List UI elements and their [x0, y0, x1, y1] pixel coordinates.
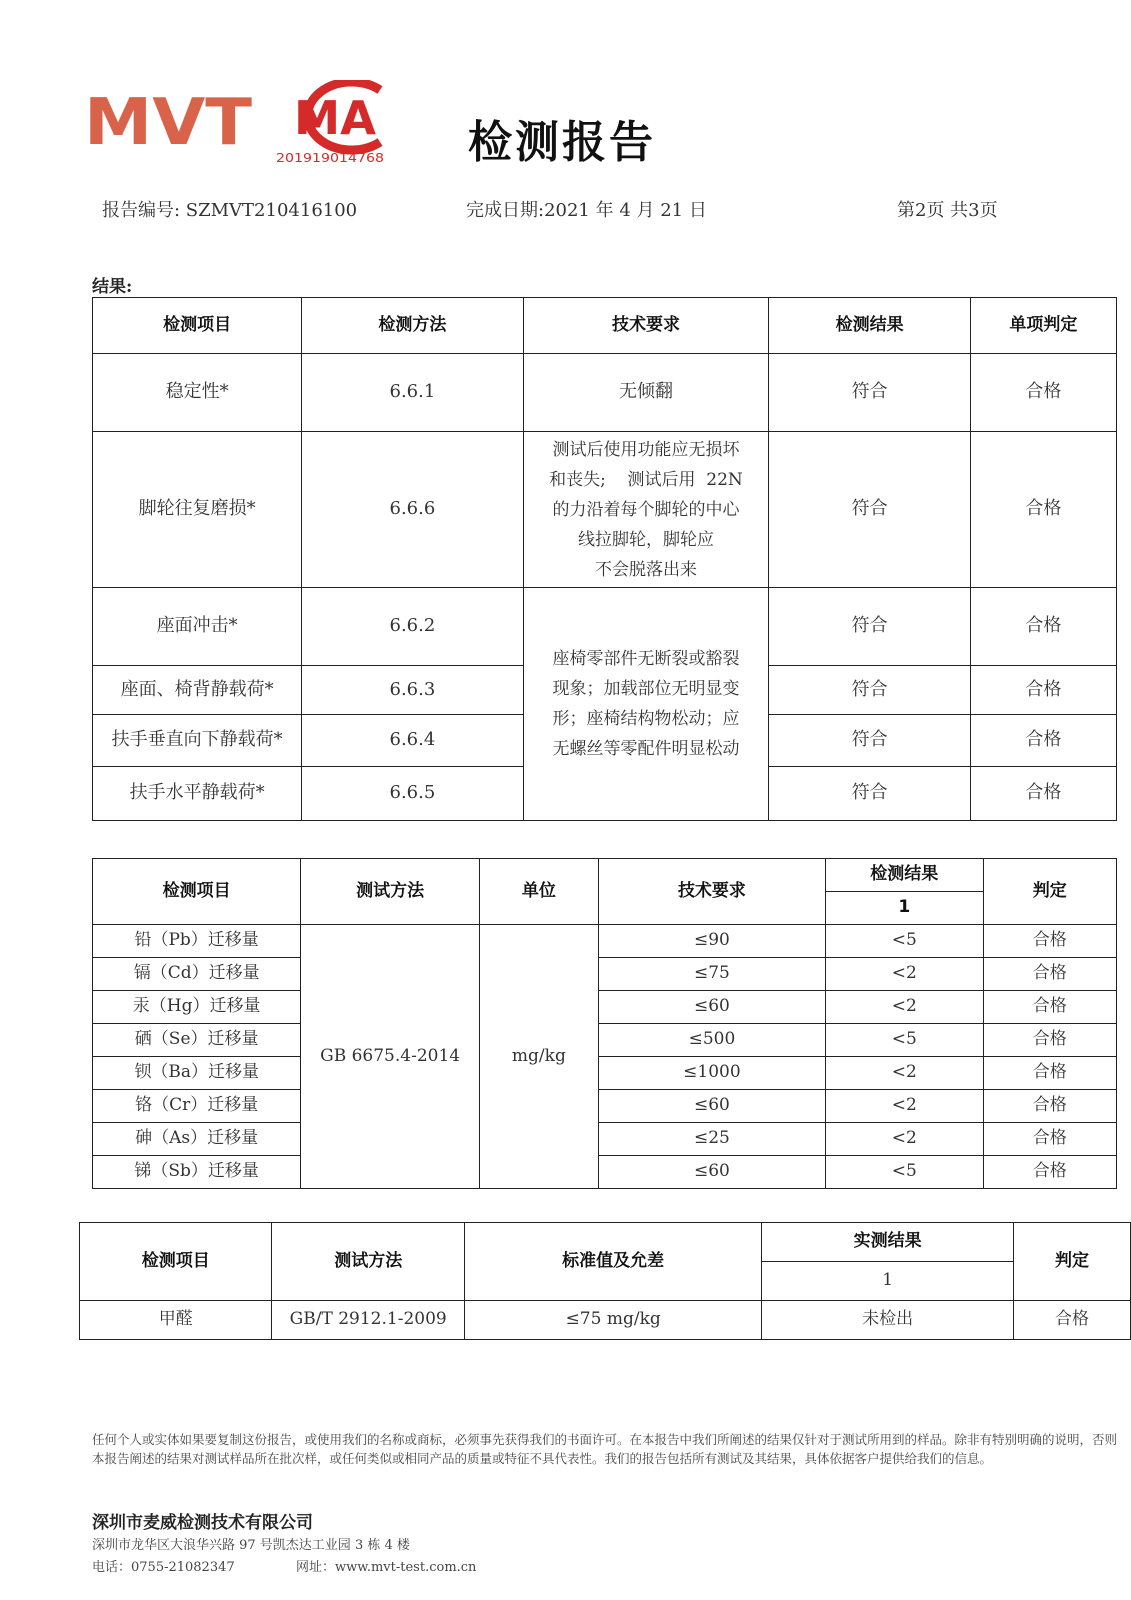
- table-row: [93, 958, 1117, 991]
- test-result: <5: [825, 1156, 983, 1189]
- disclaimer-text: 任何个人或实体如果要复制这份报告，或使用我们的名称或商标，必须事先获得我们的书面许可。在本报告中我们所阐述的结果仅针对于测试所用到的样品。除非有特别明确的说明，否则本报告阐述的结果对测试样品所在批次样，或任何类似或相同产品的质量或特征不具代表性。我们的报告包括所有测试及其结果，具体依据客户提供给我们的信息。: [92, 1432, 1118, 1466]
- header-item: 检测项目: [93, 859, 301, 925]
- requirement-line: 的力沿着每个脚轮的中心: [552, 499, 740, 520]
- verdict: 合格: [983, 991, 1116, 1024]
- requirement-line: 线拉脚轮，脚轮应: [577, 529, 714, 550]
- cma-logo-text: MA: [294, 91, 377, 145]
- company-website: 网址：www.mvt-test.com.cn: [296, 1560, 477, 1575]
- test-method: 6.6.5: [302, 767, 523, 821]
- test-result: <5: [825, 1024, 983, 1057]
- verdict: 合格: [970, 432, 1116, 588]
- verdict: 合格: [983, 1024, 1116, 1057]
- mvt-logo-text: MVT: [84, 92, 253, 152]
- table-row: [93, 1123, 1117, 1156]
- table-row: [93, 1090, 1117, 1123]
- test-method: 6.6.4: [302, 715, 523, 767]
- page-title: 检测报告: [468, 117, 656, 168]
- section-label: 结果:: [92, 277, 133, 297]
- verdict: 合格: [983, 958, 1116, 991]
- test-method: GB 6675.4-2014: [301, 925, 480, 1189]
- test-item: 镉（Cd）迁移量: [93, 958, 301, 991]
- test-item: 座面、椅背静载荷*: [93, 666, 302, 715]
- requirement: [523, 432, 769, 588]
- requirement: ≤60: [598, 1156, 825, 1189]
- header-verdict: 判定: [1013, 1223, 1130, 1301]
- test-item: 铅（Pb）迁移量: [93, 925, 301, 958]
- table-row: [93, 588, 1117, 666]
- table-row: [93, 354, 1117, 432]
- header-method: 检测方法: [302, 298, 523, 354]
- test-result: 符合: [769, 666, 970, 715]
- requirement-line: 无螺丝等零配件明显松动: [552, 739, 740, 759]
- header-result: 检测结果: [769, 298, 970, 354]
- test-item: 稳定性*: [93, 354, 302, 432]
- test-item: 硒（Se）迁移量: [93, 1024, 301, 1057]
- test-item: 铬（Cr）迁移量: [93, 1090, 301, 1123]
- requirement: ≤90: [598, 925, 825, 958]
- test-result: <2: [825, 1123, 983, 1156]
- verdict: 合格: [983, 1057, 1116, 1090]
- company-phone: 电话：0755-21082347: [92, 1560, 235, 1575]
- header-item: 检测项目: [80, 1223, 272, 1301]
- cma-number: 201919014768: [276, 150, 385, 164]
- header-result: 检测结果: [825, 859, 983, 892]
- test-method: 6.6.1: [302, 354, 523, 432]
- test-result: <2: [825, 958, 983, 991]
- verdict: 合格: [983, 1156, 1116, 1189]
- requirement: 无倾翻: [523, 354, 769, 432]
- table-row: [93, 991, 1117, 1024]
- requirement-merged: [523, 588, 769, 821]
- header-requirement: 技术要求: [598, 859, 825, 925]
- requirement-line: 测试后使用功能应无损坏: [552, 439, 740, 460]
- requirement: ≤60: [598, 1090, 825, 1123]
- page-indicator: 第2页 共3页: [897, 200, 998, 221]
- test-item: 座面冲击*: [93, 588, 302, 666]
- requirement: ≤500: [598, 1024, 825, 1057]
- test-result: <2: [825, 1057, 983, 1090]
- cma-logo: [276, 80, 392, 164]
- company-address: 深圳市龙华区大浪华兴路 97 号凯杰达工业园 3 栋 4 楼: [92, 1538, 410, 1553]
- verdict: 合格: [970, 588, 1116, 666]
- standard-value: ≤75 mg/kg: [464, 1301, 761, 1340]
- unit: mg/kg: [479, 925, 598, 1189]
- test-item: 锑（Sb）迁移量: [93, 1156, 301, 1189]
- table-row: [93, 432, 1117, 588]
- test-method: 6.6.3: [302, 666, 523, 715]
- test-result: 未检出: [762, 1301, 1014, 1340]
- verdict: 合格: [983, 1090, 1116, 1123]
- verdict: 合格: [970, 354, 1116, 432]
- heavy-metal-migration-table: [92, 858, 1117, 1189]
- requirement: ≤1000: [598, 1057, 825, 1090]
- header-item: 检测项目: [93, 298, 302, 354]
- test-item: 汞（Hg）迁移量: [93, 991, 301, 1024]
- requirement-line: 座椅零部件无断裂或豁裂: [552, 649, 740, 669]
- header-verdict: 判定: [983, 859, 1116, 925]
- test-method: 6.6.2: [302, 588, 523, 666]
- table-row: [93, 1156, 1117, 1189]
- formaldehyde-table: [79, 1222, 1131, 1340]
- requirement-line: 和丧失; 测试后用 22N: [549, 469, 743, 490]
- test-item: 砷（As）迁移量: [93, 1123, 301, 1156]
- requirement: ≤25: [598, 1123, 825, 1156]
- verdict: 合格: [983, 925, 1116, 958]
- header-unit: 单位: [479, 859, 598, 925]
- table-row: [93, 925, 1117, 958]
- header-result-sample: 1: [825, 892, 983, 925]
- requirement: ≤75: [598, 958, 825, 991]
- verdict: 合格: [970, 767, 1116, 821]
- test-result: 符合: [769, 767, 970, 821]
- test-method: GB/T 2912.1-2009: [272, 1301, 464, 1340]
- requirement-line: 现象；加载部位无明显变: [552, 679, 740, 699]
- test-item: 钡（Ba）迁移量: [93, 1057, 301, 1090]
- header-requirement: 技术要求: [523, 298, 769, 354]
- table-row: [93, 1057, 1117, 1090]
- test-result: <2: [825, 1090, 983, 1123]
- table-row: [93, 1024, 1117, 1057]
- header-standard: 标准值及允差: [464, 1223, 761, 1301]
- test-item: 扶手水平静载荷*: [93, 767, 302, 821]
- header-method: 测试方法: [272, 1223, 464, 1301]
- test-result: 符合: [769, 354, 970, 432]
- header-verdict: 单项判定: [970, 298, 1116, 354]
- test-item: 脚轮往复磨损*: [93, 432, 302, 588]
- mechanical-results-table: [92, 297, 1117, 821]
- report-number: 报告编号: SZMVT210416100: [102, 200, 358, 221]
- test-result: 符合: [769, 715, 970, 767]
- verdict: 合格: [970, 666, 1116, 715]
- company-name: 深圳市麦威检测技术有限公司: [92, 1513, 313, 1533]
- header-result: 实测结果: [762, 1223, 1014, 1262]
- completion-date: 完成日期:2021 年 4 月 21 日: [466, 200, 707, 221]
- verdict: 合格: [983, 1123, 1116, 1156]
- test-result: 符合: [769, 432, 970, 588]
- table-row: [80, 1301, 1131, 1340]
- test-method: 6.6.6: [302, 432, 523, 588]
- test-result: <5: [825, 925, 983, 958]
- requirement-line: 不会脱落出来: [594, 559, 697, 580]
- test-result: 符合: [769, 588, 970, 666]
- header-method: 测试方法: [301, 859, 480, 925]
- requirement-line: 形；座椅结构物松动；应: [552, 709, 740, 729]
- test-result: <2: [825, 991, 983, 1024]
- mvt-logo: [84, 92, 254, 152]
- test-item: 甲醛: [80, 1301, 272, 1340]
- verdict: 合格: [1013, 1301, 1130, 1340]
- requirement: ≤60: [598, 991, 825, 1024]
- header-result-sample: 1: [762, 1262, 1014, 1301]
- test-item: 扶手垂直向下静载荷*: [93, 715, 302, 767]
- verdict: 合格: [970, 715, 1116, 767]
